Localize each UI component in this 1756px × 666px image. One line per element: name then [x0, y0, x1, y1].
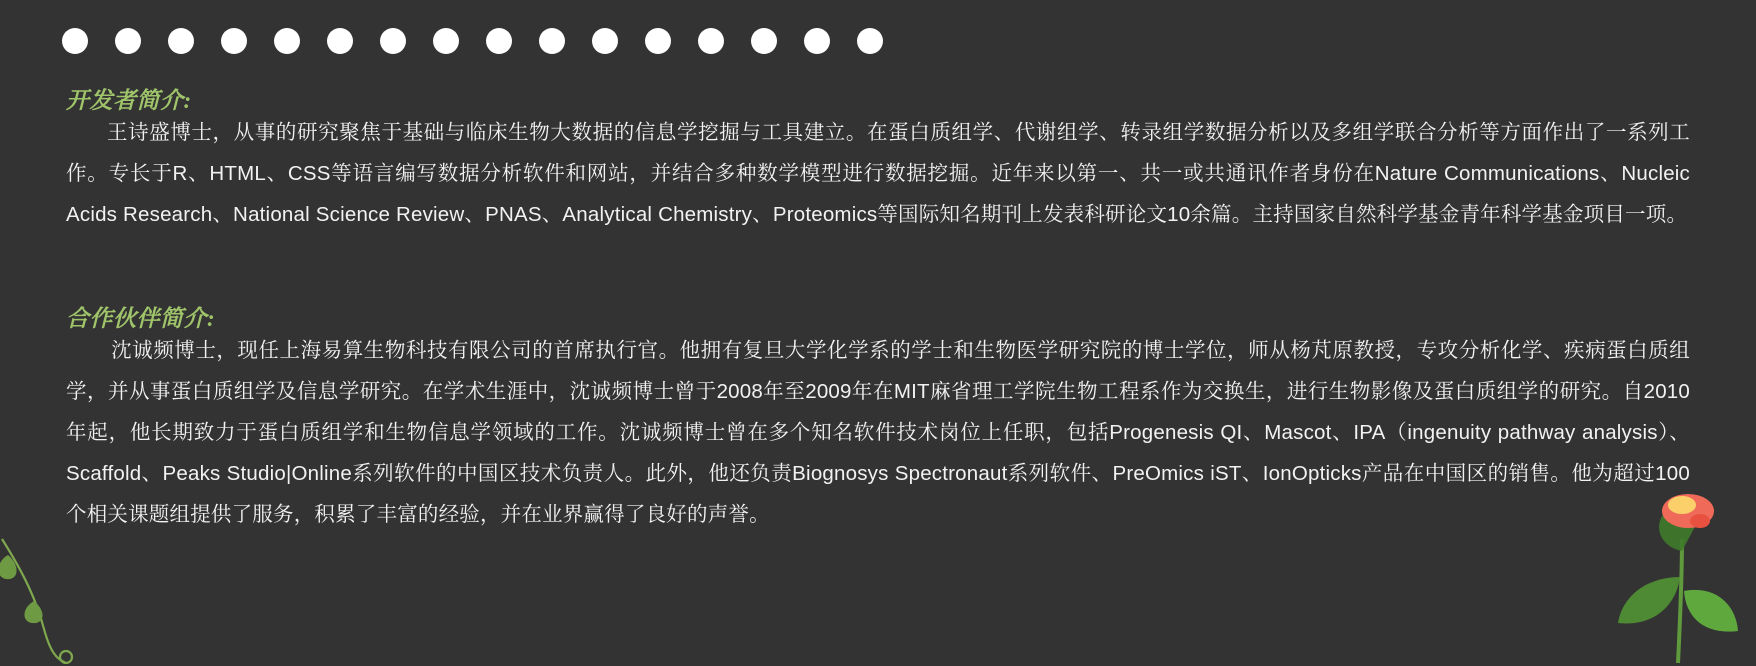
dot-icon	[274, 28, 300, 54]
developer-bio-paragraph: 王诗盛博士，从事的研究聚焦于基础与临床生物大数据的信息学挖掘与工具建立。在蛋白质组学、代谢组学、转录组学数据分析以及多组学联合分析等方面作出了一系列工作。专长于R、HTML、CSS等语言编写数据分析软件和网站，并结合多种数学模型进行数据挖掘。近年来以第一、共一或共通讯作者身份在Nature Communications、Nucleic Acids Research、National Science Review、PNAS、Analytical Chemistry、Proteomics等国际知名期刊上发表科研论文10余篇。主持国家自然科学基金青年科学基金项目一项。	[66, 121, 1690, 226]
dot-icon	[751, 28, 777, 54]
vine-leaf-icon	[0, 529, 124, 664]
dot-icon	[62, 28, 88, 54]
dot-icon	[380, 28, 406, 54]
dot-icon	[168, 28, 194, 54]
dot-icon	[486, 28, 512, 54]
dot-icon	[698, 28, 724, 54]
dot-icon	[539, 28, 565, 54]
dot-icon	[645, 28, 671, 54]
dot-icon	[115, 28, 141, 54]
developer-bio-heading: 开发者简介:	[66, 88, 192, 113]
dot-icon	[857, 28, 883, 54]
partner-bio-paragraph: 沈诚频博士，现任上海易算生物科技有限公司的首席执行官。他拥有复旦大学化学系的学士和生物医学研究院的博士学位，师从杨芃原教授，专攻分析化学、疾病蛋白质组学，并从事蛋白质组学及信息学研究。在学术生涯中，沈诚频博士曾于2008年至2009年在MIT麻省理工学院生物工程系作为交换生，进行生物影像及蛋白质组学的研究。自2010年起，他长期致力于蛋白质组学和生物信息学领域的工作。沈诚频博士曾在多个知名软件技术岗位上任职，包括Progenesis QI、Mascot、IPA（ingenuity pathway analysis）、Scaffold、Peaks Studio|Online系列软件的中国区技术负责人。此外，他还负责Biognosys Spectronaut系列软件、PreOmics iST、IonOpticks产品在中国区的销售。他为超过100个相关课题组提供了服务，积累了丰富的经验，并在业界赢得了良好的声誉。	[66, 339, 1690, 526]
dot-row-decoration	[62, 28, 883, 54]
dot-icon	[221, 28, 247, 54]
dot-icon	[327, 28, 353, 54]
dot-icon	[592, 28, 618, 54]
dot-icon	[804, 28, 830, 54]
dot-icon	[433, 28, 459, 54]
partner-bio-heading: 合作伙伴简介:	[66, 306, 216, 331]
